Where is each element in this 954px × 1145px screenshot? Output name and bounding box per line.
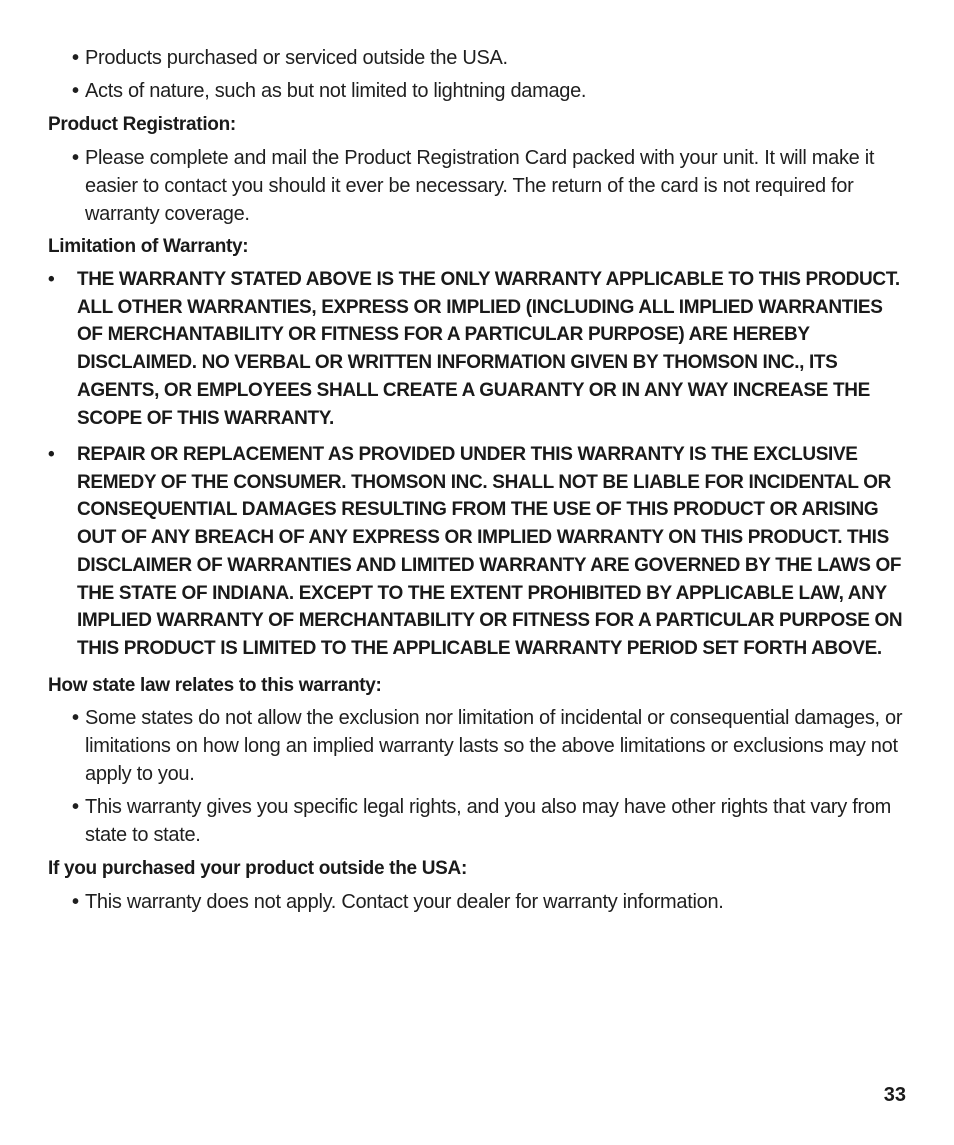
bullet-icon: •	[72, 707, 79, 729]
list-item-text: REPAIR OR REPLACEMENT AS PROVIDED UNDER THIS WARRANTY IS THE EXCLUSIVE REMEDY OF THE CONSUMER. THOMSON INC. SHALL NOT BE LIABLE FOR INCIDENTAL OR CONSEQUENTIAL DAMAGES RESULTING FROM THE USE OF THIS PRODUCT OR ARISING OUT OF ANY BREACH OF ANY EXPRESS OR IMPLIED WARRANTY ON THIS PRODUCT. THIS DISCLAIMER OF WARRANTIES AND LIMITED WARRANTY ARE GOVERNED BY THE LAWS OF THE STATE OF INDIANA. EXCEPT TO THE EXTENT PROHIBITED BY APPLICABLE LAW, ANY IMPLIED WARRANTY OF MERCHANTABILITY OR FITNESS FOR A PARTICULAR PURPOSE ON THIS PRODUCT IS LIMITED TO THE APPLICABLE WARRANTY PERIOD SET FORTH ABOVE.	[77, 444, 903, 659]
list-item-text: Acts of nature, such as but not limited to lightning damage.	[85, 80, 587, 102]
bullet-icon: •	[72, 80, 79, 102]
list-item	[72, 888, 907, 916]
page-number: 33	[883, 1084, 906, 1106]
list-item-text: Some states do not allow the exclusion nor limitation of incidental or consequential damages, or limitations on how long an implied warranty lasts so the above limitations or exclusions may not apply to you.	[85, 707, 903, 785]
bullet-icon: •	[48, 269, 55, 290]
bullet-icon: •	[72, 147, 79, 169]
list-item-text: This warranty gives you specific legal rights, and you also may have other rights that vary from state to state.	[85, 796, 892, 846]
list-item-text: THE WARRANTY STATED ABOVE IS THE ONLY WARRANTY APPLICABLE TO THIS PRODUCT. ALL OTHER WARRANTIES, EXPRESS OR IMPLIED (INCLUDING ALL IMPLIED WARRANTIES OF MERCHANTABILITY OR FITNESS FOR A PARTICULAR PURPOSE) ARE HEREBY DISCLAIMED. NO VERBAL OR WRITTEN INFORMATION GIVEN BY THOMSON INC., ITS AGENTS, OR EMPLOYEES SHALL CREATE A GUARANTY OR IN ANY WAY INCREASE THE SCOPE OF THIS WARRANTY.	[77, 269, 900, 429]
list-item	[72, 44, 907, 72]
section-heading-limitation: Limitation of Warranty:	[48, 236, 249, 257]
bullet-icon: •	[72, 891, 79, 913]
section-heading-outside-usa: If you purchased your product outside the USA:	[48, 858, 468, 879]
section-heading-registration: Product Registration:	[48, 114, 236, 135]
list-item	[72, 704, 907, 788]
list-item-text: Products purchased or serviced outside the USA.	[85, 47, 508, 69]
bullet-icon: •	[48, 444, 55, 465]
list-item	[72, 793, 907, 849]
list-item-text: This warranty does not apply. Contact your dealer for warranty information.	[85, 891, 724, 913]
list-item	[48, 266, 908, 432]
list-item	[48, 441, 908, 663]
list-item	[72, 144, 907, 228]
list-item	[72, 77, 907, 105]
bullet-icon: •	[72, 47, 79, 69]
bullet-icon: •	[72, 796, 79, 818]
list-item-text: Please complete and mail the Product Registration Card packed with your unit. It will make it easier to contact you should it ever be necessary. The return of the card is not required for warranty coverage.	[85, 147, 875, 225]
section-heading-state-law: How state law relates to this warranty:	[48, 675, 382, 696]
